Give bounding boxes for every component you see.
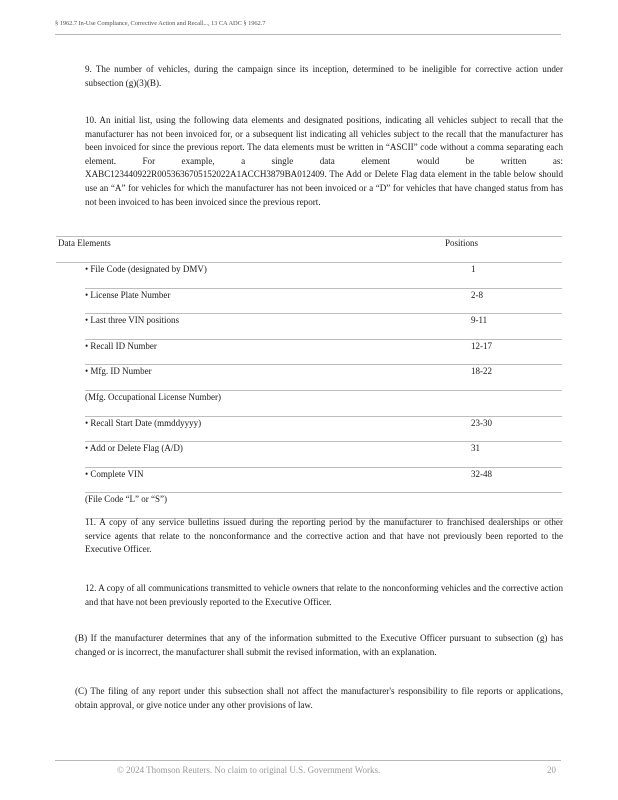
table-row xyxy=(85,391,562,417)
table-cell-positions: 31 xyxy=(471,443,480,454)
footer-divider xyxy=(55,760,561,761)
table-cell-element: • Last three VIN positions xyxy=(85,315,179,326)
table-cell-element: • License Plate Number xyxy=(85,289,171,300)
table-cell-element: (File Code “L” or “S”) xyxy=(85,494,167,505)
data-elements-table xyxy=(56,236,562,519)
table-cell-positions: 1 xyxy=(471,264,476,274)
paragraph-10: 10. An initial list, using the following data elements and designated positions, indicating all vehicles subject to recall that the manufacturer has not been invoiced for, or a subsequent list indicating all vehicles subject to the recall that the manufacturer has been invoiced for since the previous report. The data elements must be written in “ASCII” code without a comma separating each element. For example, a single data element would be written as: XABC123440922R0053636705152022A1ACCH3879BA012409. The Add or Delete Flag data element in the table below should use an “A” for vehicles for which the manufacturer has not been invoiced or a “D” for vehicles that have changed status from has not been invoiced to has been invoiced since the previous report. xyxy=(85,115,563,207)
table-cell-positions: 9-11 xyxy=(471,315,488,326)
table-row xyxy=(85,417,562,443)
table-cell-positions: 18-22 xyxy=(471,366,492,377)
table-cell-element: • File Code (designated by DMV) xyxy=(85,264,207,274)
table-row xyxy=(85,468,562,494)
table-cell-positions: 32-48 xyxy=(471,468,492,479)
table-row xyxy=(85,340,562,366)
running-header: § 1962.7 In-Use Compliance, Corrective Action and Recall..., 13 CA ADC § 1962.7 xyxy=(55,20,266,27)
column-header-data-elements: Data Elements xyxy=(58,238,111,248)
table-cell-element: • Recall ID Number xyxy=(85,340,157,351)
paragraph-c: (C) The filing of any report under this subsection shall not affect the manufacturer's responsibility to file reports or applications, obtain approval, or give notice under any other provisions of law. xyxy=(75,686,563,710)
table-header-row xyxy=(56,236,562,263)
table-row xyxy=(85,314,562,340)
table-row xyxy=(85,289,562,315)
footer-copyright: © 2024 Thomson Reuters. No claim to original U.S. Government Works. xyxy=(117,765,381,775)
table-cell-element: • Recall Start Date (mmddyyyy) xyxy=(85,417,202,428)
table-cell-element: • Add or Delete Flag (A/D) xyxy=(85,443,183,454)
table-cell-positions: 12-17 xyxy=(471,340,492,351)
table-cell-positions: 23-30 xyxy=(471,417,492,428)
table-row xyxy=(85,442,562,468)
paragraph-9: 9. The number of vehicles, during the campaign since its inception, determined to be ineligible for corrective action under subsection (g)(3)(B). xyxy=(85,64,563,88)
paragraph-11: 11. A copy of any service bulletins issued during the reporting period by the manufacturer to franchised dealerships or other service agents that relate to the nonconformance and the corrective action and that have not previously been reported to the Executive Officer. xyxy=(85,517,563,555)
table-cell-positions: 2-8 xyxy=(471,289,483,300)
table-row xyxy=(85,365,562,391)
table-row xyxy=(85,263,562,289)
table-cell-element: (Mfg. Occupational License Number) xyxy=(85,391,221,402)
table-cell-element: • Complete VIN xyxy=(85,468,144,479)
paragraph-12: 12. A copy of all communications transmitted to vehicle owners that relate to the nonconforming vehicles and the corrective action and that have not been previously reported to the Executive Officer. xyxy=(85,583,563,607)
header-divider xyxy=(55,34,561,35)
table-cell-element: • Mfg. ID Number xyxy=(85,366,152,377)
paragraph-b: (B) If the manufacturer determines that any of the information submitted to the Executive Officer pursuant to subsection (g) has changed or is incorrect, the manufacturer shall submit the revised information, with an explanation. xyxy=(75,633,563,657)
column-header-positions: Positions xyxy=(445,238,479,248)
page-number: 20 xyxy=(547,765,556,775)
